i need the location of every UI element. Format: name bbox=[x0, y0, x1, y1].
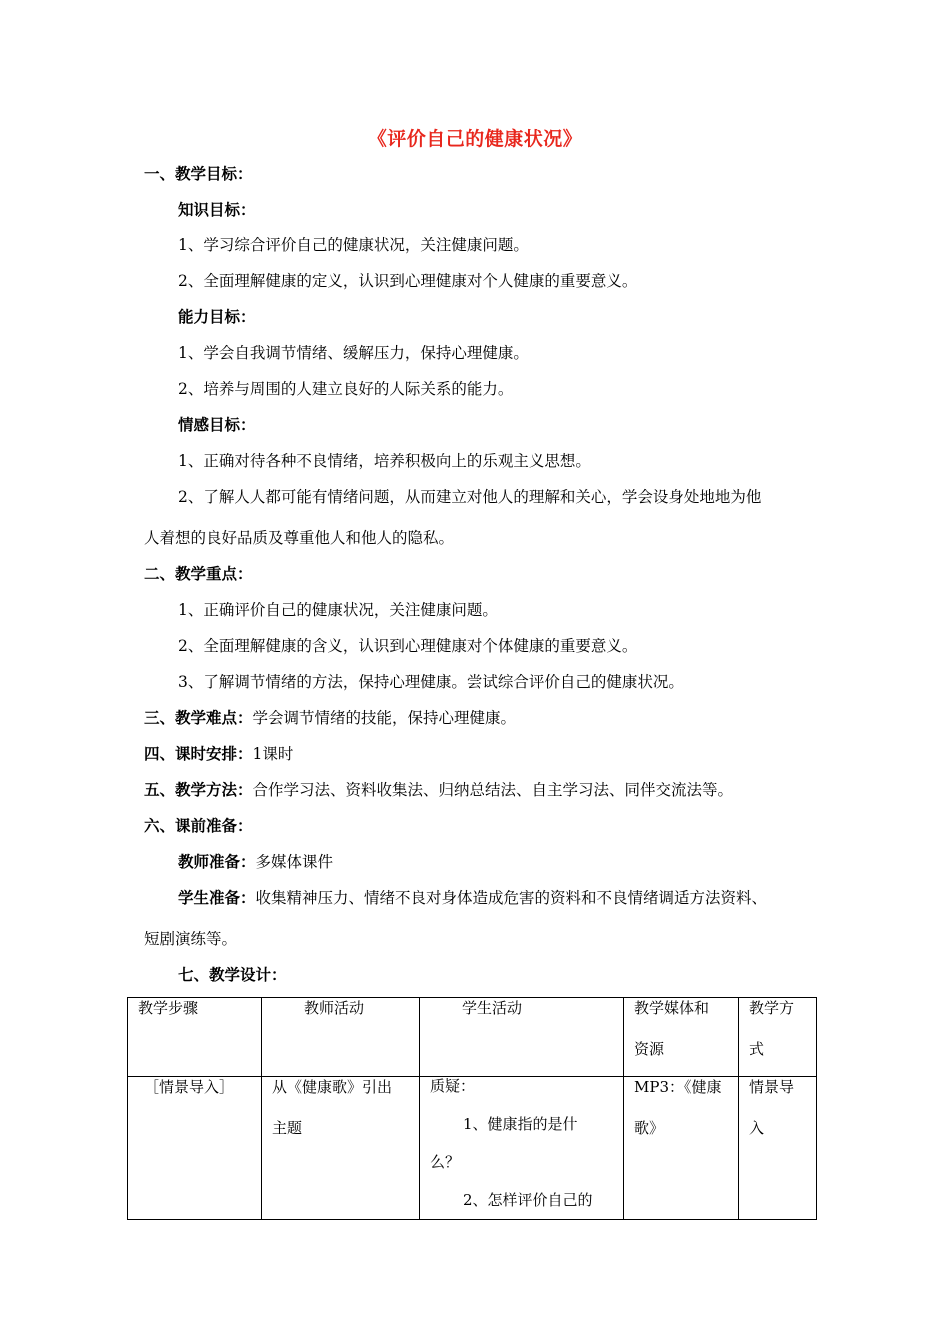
student-prep-cont: 短剧演练等。 bbox=[144, 930, 238, 948]
table-row bbox=[128, 1077, 817, 1220]
student-prep-line bbox=[178, 888, 767, 908]
header-media: 教学媒体和 资源 bbox=[624, 998, 739, 1077]
knowledge-item-2: 2、全面理解健康的定义，认识到心理健康对个人健康的重要意义。 bbox=[178, 272, 638, 290]
cell-student: 质疑： 1、健康指的是什 么？ 2、怎样评价自己的 bbox=[420, 1077, 624, 1220]
ability-objective-label: 能力目标： bbox=[178, 308, 256, 326]
section-heading-schedule: 四、课时安排： bbox=[144, 745, 253, 763]
section-heading-keypoints: 二、教学重点： bbox=[144, 565, 253, 583]
method-line bbox=[144, 780, 733, 800]
cell-method: 情景导 入 bbox=[739, 1077, 817, 1220]
emotion-item-2-cont: 人着想的良好品质及尊重他人和他人的隐私。 bbox=[144, 529, 455, 547]
table-header-row bbox=[128, 998, 817, 1077]
schedule-line bbox=[144, 744, 293, 764]
schedule-text: 1课时 bbox=[252, 745, 294, 763]
cell-teacher: 从《健康歌》引出 主题 bbox=[262, 1077, 420, 1220]
ability-item-2: 2、培养与周围的人建立良好的人际关系的能力。 bbox=[178, 380, 514, 398]
section-heading-design: 七、教学设计： bbox=[178, 966, 287, 984]
teacher-prep-line bbox=[178, 852, 333, 872]
difficulty-line bbox=[144, 708, 516, 728]
cell-media: MP3：《健康 歌》 bbox=[624, 1077, 739, 1220]
student-prep-label: 学生准备： bbox=[178, 889, 256, 907]
header-step: 教学步骤 bbox=[128, 998, 262, 1077]
keypoint-item-1: 1、正确评价自己的健康状况，关注健康问题。 bbox=[178, 601, 498, 619]
teacher-prep-text: 多媒体课件 bbox=[255, 853, 334, 871]
keypoint-item-3: 3、了解调节情绪的方法，保持心理健康。尝试综合评价自己的健康状况。 bbox=[178, 673, 684, 691]
emotion-item-1: 1、正确对待各种不良情绪，培养积极向上的乐观主义思想。 bbox=[178, 452, 591, 470]
teacher-prep-label: 教师准备： bbox=[178, 853, 256, 871]
difficulty-text: 学会调节情绪的技能，保持心理健康。 bbox=[252, 709, 517, 727]
teaching-design-table bbox=[127, 997, 817, 1220]
cell-step: ［情景导入］ bbox=[128, 1077, 262, 1220]
header-student: 学生活动 bbox=[420, 998, 624, 1077]
emotion-item-2: 2、了解人人都可能有情绪问题，从而建立对他人的理解和关心，学会设身处地地为他 bbox=[178, 488, 762, 506]
emotion-objective-label: 情感目标： bbox=[178, 416, 256, 434]
knowledge-objective-label: 知识目标： bbox=[178, 201, 256, 219]
section-heading-objectives: 一、教学目标： bbox=[144, 165, 253, 183]
section-heading-difficulty: 三、教学难点： bbox=[144, 709, 253, 727]
knowledge-item-1: 1、学习综合评价自己的健康状况，关注健康问题。 bbox=[178, 236, 529, 254]
section-heading-preparation: 六、课前准备： bbox=[144, 817, 253, 835]
methods-text: 合作学习法、资料收集法、归纳总结法、自主学习法、同伴交流法等。 bbox=[252, 781, 734, 799]
ability-item-1: 1、学会自我调节情绪、缓解压力，保持心理健康。 bbox=[178, 344, 529, 362]
section-heading-methods: 五、教学方法： bbox=[144, 781, 253, 799]
student-prep-text: 收集精神压力、情绪不良对身体造成危害的资料和不良情绪调适方法资料、 bbox=[255, 889, 768, 907]
header-method: 教学方 式 bbox=[739, 998, 817, 1077]
keypoint-item-2: 2、全面理解健康的含义，认识到心理健康对个体健康的重要意义。 bbox=[178, 637, 638, 655]
header-teacher: 教师活动 bbox=[262, 998, 420, 1077]
document-title: 《评价自己的健康状况》 bbox=[367, 128, 583, 150]
